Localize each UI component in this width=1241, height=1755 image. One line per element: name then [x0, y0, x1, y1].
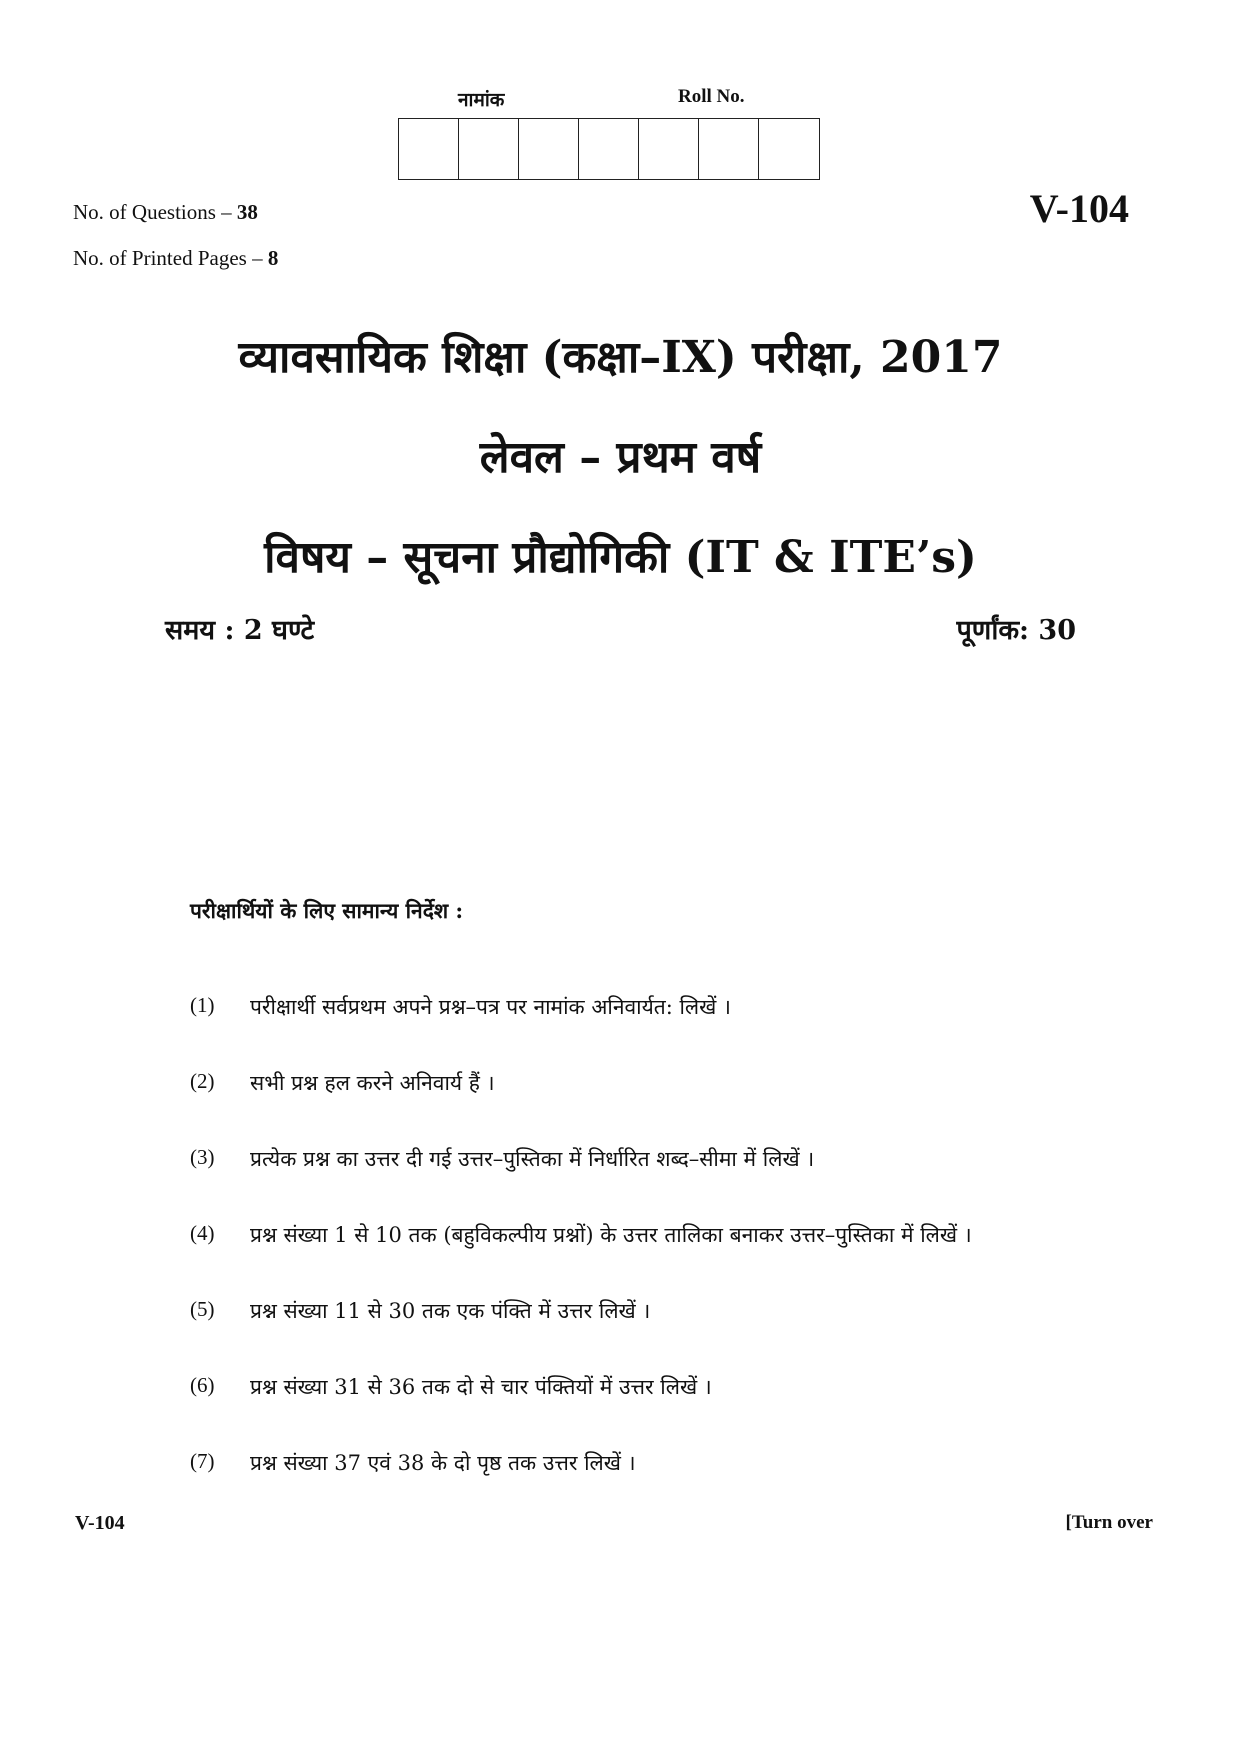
instruction-text: प्रश्न संख्या 1 से 10 तक (बहुविकल्पीय प्रश्नों) के उत्तर तालिका बनाकर उत्तर–पुस्तिका में लिखें । — [250, 1223, 972, 1247]
roll-digit-box[interactable] — [399, 119, 459, 179]
level-title-text: लेवल – प्रथम वर्ष — [479, 432, 762, 483]
roll-number-labels — [458, 86, 778, 112]
instruction-number: (6) — [190, 1373, 215, 1397]
roll-digit-box[interactable] — [579, 119, 639, 179]
turn-over-note: [Turn over — [1065, 1512, 1153, 1533]
subject-title — [0, 525, 1241, 585]
instruction-item — [190, 1373, 712, 1401]
questions-label: No. of Questions – — [73, 200, 237, 224]
roll-digit-box[interactable] — [699, 119, 759, 179]
questions-value: 38 — [236, 200, 258, 224]
roll-digit-box[interactable] — [459, 119, 519, 179]
exam-title-text: व्यावसायिक शिक्षा (कक्षा–IX) परीक्षा, 2017 — [238, 332, 1003, 383]
instruction-item — [190, 1221, 972, 1249]
instruction-text: प्रश्न संख्या 11 से 30 तक एक पंक्ति में उत्तर लिखें । — [250, 1299, 651, 1323]
level-title — [0, 425, 1241, 485]
instruction-item — [190, 993, 731, 1021]
roll-digit-box[interactable] — [759, 119, 819, 179]
footer-paper-code: V-104 — [75, 1512, 125, 1534]
instruction-text: परीक्षार्थी सर्वप्रथम अपने प्रश्न–पत्र पर नामांक अनिवार्यत: लिखें । — [250, 995, 731, 1019]
instruction-number: (3) — [190, 1145, 215, 1169]
exam-title — [0, 325, 1241, 385]
roll-number-boxes[interactable] — [398, 118, 820, 180]
roll-digit-box[interactable] — [639, 119, 699, 179]
pages-count — [73, 246, 278, 271]
exam-time: समय : 2 घण्टे — [165, 615, 315, 646]
subject-title-text: विषय – सूचना प्रौद्योगिकी (IT & ITE’s) — [264, 532, 977, 583]
instructions-heading: परीक्षार्थियों के लिए सामान्य निर्देश : — [190, 898, 464, 923]
instruction-number: (5) — [190, 1297, 215, 1321]
roll-label-hindi: नामांक — [458, 89, 505, 111]
instruction-text: सभी प्रश्न हल करने अनिवार्य हैं । — [250, 1071, 495, 1095]
paper-code: V-104 — [1029, 186, 1129, 231]
questions-count — [73, 200, 258, 225]
instruction-item — [190, 1069, 495, 1097]
pages-value: 8 — [267, 246, 279, 270]
instruction-item — [190, 1297, 650, 1325]
instruction-number: (7) — [190, 1449, 215, 1473]
instruction-number: (1) — [190, 993, 215, 1017]
instruction-item — [190, 1145, 814, 1173]
instruction-text: प्रश्न संख्या 31 से 36 तक दो से चार पंक्तियों में उत्तर लिखें । — [250, 1375, 712, 1399]
instruction-text: प्रश्न संख्या 37 एवं 38 के दो पृष्ठ तक उत्तर लिखें । — [250, 1451, 636, 1475]
pages-label: No. of Printed Pages – — [73, 246, 268, 270]
instruction-number: (4) — [190, 1221, 215, 1245]
instruction-number: (2) — [190, 1069, 215, 1093]
instruction-item — [190, 1449, 636, 1477]
exam-marks: पूर्णांक: 30 — [956, 615, 1076, 646]
roll-label-english: Roll No. — [678, 86, 745, 107]
instruction-text: प्रत्येक प्रश्न का उत्तर दी गई उत्तर–पुस्तिका में निर्धारित शब्द–सीमा में लिखें । — [250, 1147, 815, 1171]
roll-digit-box[interactable] — [519, 119, 579, 179]
